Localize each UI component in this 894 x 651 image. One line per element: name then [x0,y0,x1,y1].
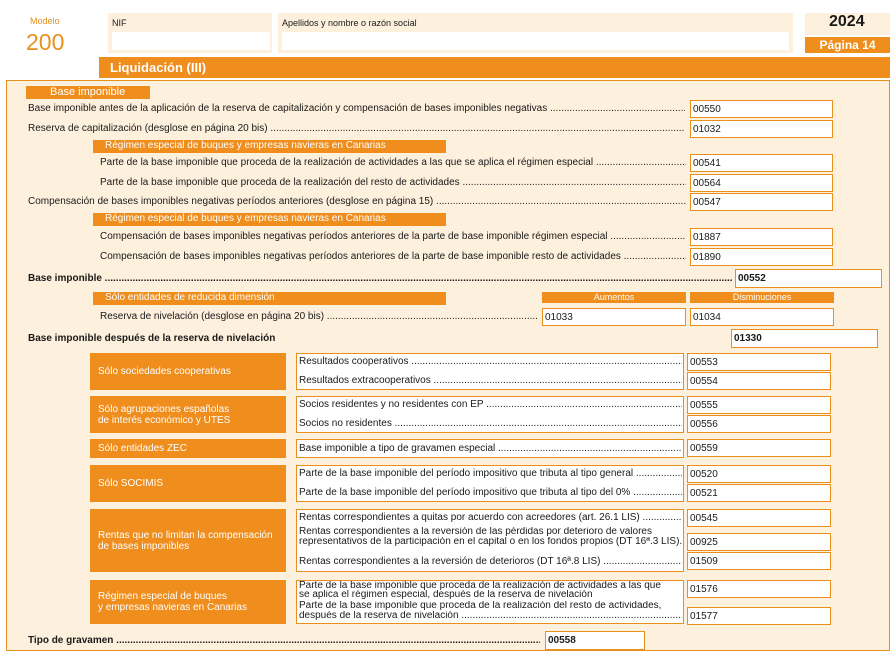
row-00564-label: Parte de la base imponible que proceda de la realización del resto de actividades ..... [100,177,686,189]
nif-label: NIF [112,18,127,28]
section-title: Liquidación (III) [110,60,207,75]
row-00559-label: Base imponible a tipo de gravamen especial ..... [299,443,682,455]
nif-input[interactable] [112,32,270,50]
year: 2024 [829,13,865,30]
row-00550-label: Base imponible antes de la aplicación de la reserva de capitalización y compensación de bases imponibles negativas ..... [28,103,685,115]
row-00545-label: Rentas correspondientes a quitas por acuerdo con acreedores (art. 26.1 LIS) ..... [299,512,682,524]
coop-title: Sólo sociedades cooperativas [90,353,286,390]
field-00564[interactable]: 00564 [690,174,833,192]
name-label: Apellidos y nombre o razón social [282,18,417,28]
reducida-title: Sólo entidades de reducida dimensión [93,292,446,305]
row-00553-label: Resultados cooperativos ..... [299,356,682,368]
field-00558[interactable]: 00558 [545,631,645,650]
row-00521-label: Parte de la base imponible del período impositivo que tributa al tipo del 0% ..... [299,487,682,499]
field-00520[interactable]: 00520 [687,465,831,483]
field-00553[interactable]: 00553 [687,353,831,371]
field-00521[interactable]: 00521 [687,484,831,502]
field-01033[interactable]: 01033 [542,308,686,326]
base-imponible-title: Base imponible [26,86,150,99]
row-01890-label: Compensación de bases imponibles negativas períodos anteriores de la parte de base imponible resto de actividades ..... [100,251,686,263]
field-00541[interactable]: 00541 [690,154,833,172]
field-01034[interactable]: 01034 [690,308,834,326]
row-01509-label: Rentas correspondientes a la reversión de deterioros (DT 16ª.8 LIS) ..... [299,556,682,568]
row-00541-label: Parte de la base imponible que proceda de la realización de actividades a las que se aplica el régimen especial ..... [100,157,686,169]
name-input[interactable] [282,32,789,50]
row-00554-label: Resultados extracooperativos ..... [299,375,682,387]
modelo-number: 200 [26,29,65,55]
field-01032[interactable]: 01032 [690,120,833,138]
field-01330[interactable]: 01330 [731,329,878,348]
field-01887[interactable]: 01887 [690,228,833,246]
buques-canarias-title: Régimen especial de buques y empresas navieras en Canarias [90,580,286,624]
field-00550[interactable]: 00550 [690,100,833,118]
field-00925[interactable]: 00925 [687,533,831,551]
disminuciones-header: Disminuciones [690,292,834,303]
field-00559[interactable]: 00559 [687,439,831,457]
socimis-title: Sólo SOCIMIS [90,465,286,502]
field-01577[interactable]: 01577 [687,607,831,625]
row-00520-label: Parte de la base imponible del período impositivo que tributa al tipo general ..... [299,468,682,480]
rentas-title: Rentas que no limitan la compensación de bases imponibles [90,509,286,572]
modelo-label: Modelo [30,16,60,26]
row-nivelacion-label: Reserva de nivelación (desglose en página 20 bis) ..... [100,311,538,323]
row-00556-label: Socios no residentes ..... [299,418,682,430]
base-imponible-total-label: Base imponible ..... [28,273,733,285]
field-00555[interactable]: 00555 [687,396,831,414]
tipo-gravamen-label: Tipo de gravamen ..... [28,635,540,647]
row-01887-label: Compensación de bases imponibles negativas períodos anteriores de la parte de base imponible régimen especial ..... [100,231,686,243]
field-00545[interactable]: 00545 [687,509,831,527]
field-00554[interactable]: 00554 [687,372,831,390]
buques-title-1: Régimen especial de buques y empresas navieras en Canarias [93,140,446,153]
row-01577-label-line2: después de la reserva de nivelación ..... [299,611,682,621]
row-00925-label-line2: representativos de la participación en el capital o en los fondos propios (DT 16ª.3 LIS). [299,537,683,547]
field-00547[interactable]: 00547 [690,193,833,211]
base-despues-nivelacion-label: Base imponible después de la reserva de nivelación [28,333,276,344]
zec-title: Sólo entidades ZEC [90,439,286,458]
row-00555-label: Socios residentes y no residentes con EP ..... [299,399,682,411]
field-00552[interactable]: 00552 [735,269,882,288]
page-badge: Página 14 [805,37,890,53]
row-00547-label: Compensación de bases imponibles negativas períodos anteriores (desglose en página 15) ..... [28,196,686,208]
row-01577-label-line1: Parte de la base imponible que proceda de la realización del resto de actividades, [299,601,662,611]
aumentos-header: Aumentos [542,292,686,303]
row-01032-label: Reserva de capitalización (desglose en página 20 bis) ..... [28,123,685,135]
row-00925-label-line1: Rentas correspondientes a la reversión de las pérdidas por deterioro de valores [299,527,652,537]
row-01576-label-line1: Parte de la base imponible que proceda de la realización de actividades a las que [299,581,661,591]
field-01890[interactable]: 01890 [690,248,833,266]
row-01576-label-line2: se aplica el régimen especial, después de la reserva de nivelación [299,590,593,600]
field-01509[interactable]: 01509 [687,552,831,570]
buques-title-2: Régimen especial de buques y empresas navieras en Canarias [93,213,446,226]
agrupaciones-title: Sólo agrupaciones españolas de interés económico y UTES [90,396,286,433]
section-header [99,57,890,78]
field-01576[interactable]: 01576 [687,580,831,598]
field-00556[interactable]: 00556 [687,415,831,433]
